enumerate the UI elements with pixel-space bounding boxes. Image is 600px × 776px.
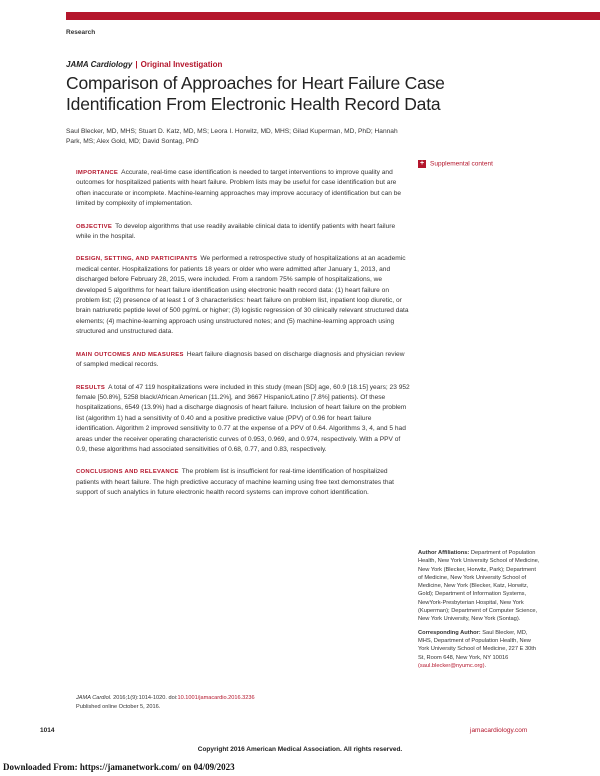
citation-line xyxy=(76,694,416,703)
abstract-text: Heart failure diagnosis based on discharge diagnosis and physician review of sampled medical records. xyxy=(76,350,405,369)
affiliations-heading: Author Affiliations: xyxy=(418,550,470,556)
website-link[interactable]: jamacardiology.com xyxy=(470,727,528,734)
journal-separator: | xyxy=(135,60,138,69)
abstract-text: We performed a retrospective study of hospitalizations at an academic medical center. Hospitalizations for patients 18 years or older who were admitted after January 1, 2013, and discharged before February 28, 2015, were included. From a random 75% sample of hospitalizations, we developed 5 algorithms for heart failure identification using electronic health record data: (1) heart failure on problem list; (2) presence of at least 1 of 3 characteristics: heart failure on problem list, inpatient loop diuretic, or brain natriuretic peptide level of 500 pg/mL or higher; (3) logistic regression of 30 clinically relevant structured data elements; (4) machine-learning approach using unstructured notes; and (5) machine-learning approach using structured and unstructured data. xyxy=(76,255,409,336)
journal-name: JAMA Cardiology xyxy=(66,60,133,69)
header-color-bar xyxy=(66,12,600,20)
corresponding-end: . xyxy=(484,662,487,669)
author-list: Saul Blecker, MD, MHS; Stuart D. Katz, MD, MS; Leora I. Horwitz, MD, MHS; Gilad Kuperman, MD, PhD; Hannah Park, MS; Alex Gold, MD; David Sontag, PhD xyxy=(66,128,398,145)
journal-line xyxy=(66,60,222,69)
abstract-outcomes xyxy=(76,350,410,371)
abstract-heading: OBJECTIVE xyxy=(76,223,113,230)
abstract-text: The problem list is insufficient for real-time identification of hospitalized patients with heart failure. The high predictive accuracy of machine learning using free text demonstrates that support of such analytics in future electronic health record systems can improve cohort identification. xyxy=(76,468,395,497)
author-info-column xyxy=(418,549,542,675)
section-label: Research xyxy=(66,29,96,36)
download-notice: Downloaded From: https://jamanetwork.com/ on 04/09/2023 xyxy=(3,762,235,772)
abstract-heading: DESIGN, SETTING, AND PARTICIPANTS xyxy=(76,256,198,263)
abstract xyxy=(76,168,410,511)
abstract-text: To develop algorithms that use readily available clinical data to identify patients with heart failure while in the hospital. xyxy=(76,222,396,241)
abstract-results xyxy=(76,383,410,456)
citation-ref: 2016;1(9):1014-1020. doi: xyxy=(111,695,178,701)
doi-link[interactable]: 10.1001/jamacardio.2016.3236 xyxy=(177,695,255,701)
corresponding-text: Saul Blecker, MD, MHS, Department of Population Health, New York University School of Medicine, 227 E 30th St, Room 648, New York, NY 10016 xyxy=(418,629,537,661)
page-number: 1014 xyxy=(40,727,55,734)
abstract-heading: CONCLUSIONS AND RELEVANCE xyxy=(76,469,179,476)
citation-journal: JAMA Cardiol. xyxy=(76,695,112,701)
corresponding-author xyxy=(418,629,542,670)
abstract-objective xyxy=(76,222,410,243)
author-affiliations xyxy=(418,549,542,624)
copyright-notice: Copyright 2016 American Medical Association. All rights reserved. xyxy=(197,746,403,753)
published-date: Published online October 5, 2016. xyxy=(76,703,161,710)
abstract-design xyxy=(76,254,410,337)
abstract-text: A total of 47 119 hospitalizations were included in this study (mean [SD] age, 60.9 [18.15] years; 23 952 female [50.8%], 5258 black/African American [11.2%], and 3667 Hispanic/Latino [7.8%] patients). Of these hospitalizations, 6549 (13.9%) had a discharge diagnosis of heart failure. Inclusion of heart failure on the problem list (algorithm 1) had a sensitivity of 0.40 and a positive predictive value (PPV) of 0.96 for heart failure identification. Algorithm 2 improved sensitivity to 0.77 at the expense of a PPV of 0.64. Algorithms 3, 4, and 5 had areas under the receiver operating characteristic curves of 0.953, 0.969, and 0.974, respectively. With a PPV of 0.9, these algorithms had associated sensitivities of 0.68, 0.77, and 0.83, respectively. xyxy=(76,383,410,453)
plus-icon: + xyxy=(419,160,425,167)
corresponding-email-link[interactable]: (saul.blecker@nyumc.org) xyxy=(418,662,485,669)
abstract-heading: MAIN OUTCOMES AND MEASURES xyxy=(76,351,184,358)
article-title: Comparison of Approaches for Heart Failure Case Identification From Electronic Health Record Data xyxy=(66,73,445,114)
citation-block xyxy=(76,694,416,711)
article-type: Original Investigation xyxy=(140,60,223,69)
supplemental-label: Supplemental content xyxy=(430,160,493,168)
abstract-conclusions xyxy=(76,467,410,498)
abstract-heading: RESULTS xyxy=(76,384,106,391)
corresponding-heading: Corresponding Author: xyxy=(418,629,481,636)
abstract-text: Accurate, real-time case identification is needed to target interventions to improve quality and outcomes for hospitalized patients with heart failure. Problem lists may be useful for case identification but are often inaccurate or incomplete. Machine-learning approaches may improve accuracy of identification but can be limited by complexity of implementation. xyxy=(76,169,402,208)
abstract-importance xyxy=(76,168,410,210)
affiliations-text: Department of Population Health, New York University School of Medicine, New York (Blecker, Horwitz, Park); Department of Medicine, New York University School of Medicine, New York (Blecker, Katz, Horwitz, Gold); Department of Information Systems, NewYork-Presbyterian Hospital, New York (Kuperman); Department of Computer Science, New York University, New York (Sontag). xyxy=(418,550,540,623)
abstract-heading: IMPORTANCE xyxy=(76,170,119,176)
supplemental-content-link[interactable] xyxy=(418,160,493,168)
